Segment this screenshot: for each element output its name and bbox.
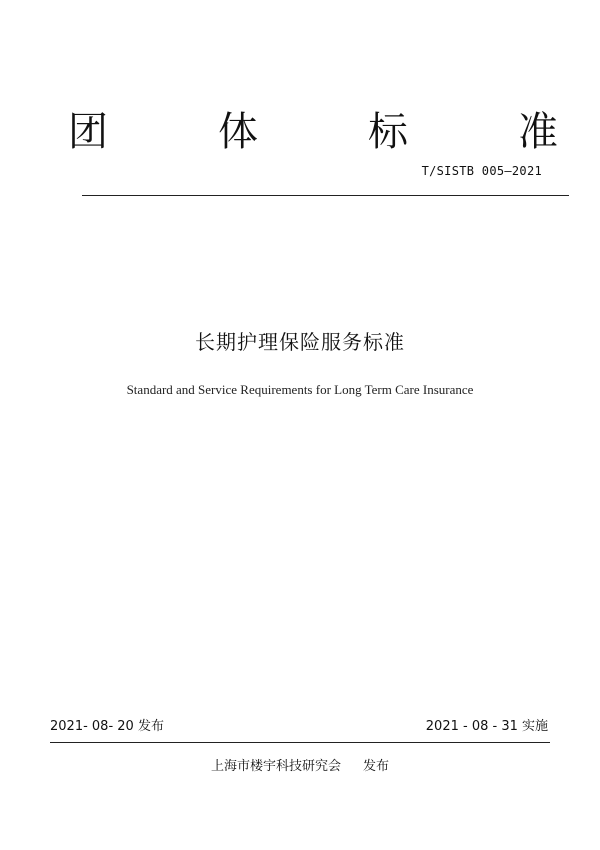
publish-label: 发布 — [363, 759, 390, 774]
standard-number: T/SISTB 005—2021 — [421, 164, 542, 178]
top-divider — [82, 195, 569, 196]
effective-date: 2021 - 08 - 31 实施 — [425, 719, 548, 734]
heading-char-ti: 体 — [218, 109, 258, 155]
heading-char-tuan: 团 — [68, 109, 108, 155]
issue-date: 2021- 08- 20 发布 — [50, 719, 164, 734]
heading-char-zhun: 准 — [518, 109, 558, 155]
heading-char-biao: 标 — [368, 109, 408, 155]
publisher-line — [0, 758, 600, 776]
bottom-divider — [50, 742, 550, 743]
document-title-chinese: 长期护理保险服务标准 — [195, 330, 405, 354]
standard-type-heading — [0, 104, 600, 160]
document-title-english: Standard and Service Requirements for Long Term Care Insurance — [126, 382, 474, 397]
publisher-name: 上海市楼宇科技研究会 — [210, 759, 341, 774]
